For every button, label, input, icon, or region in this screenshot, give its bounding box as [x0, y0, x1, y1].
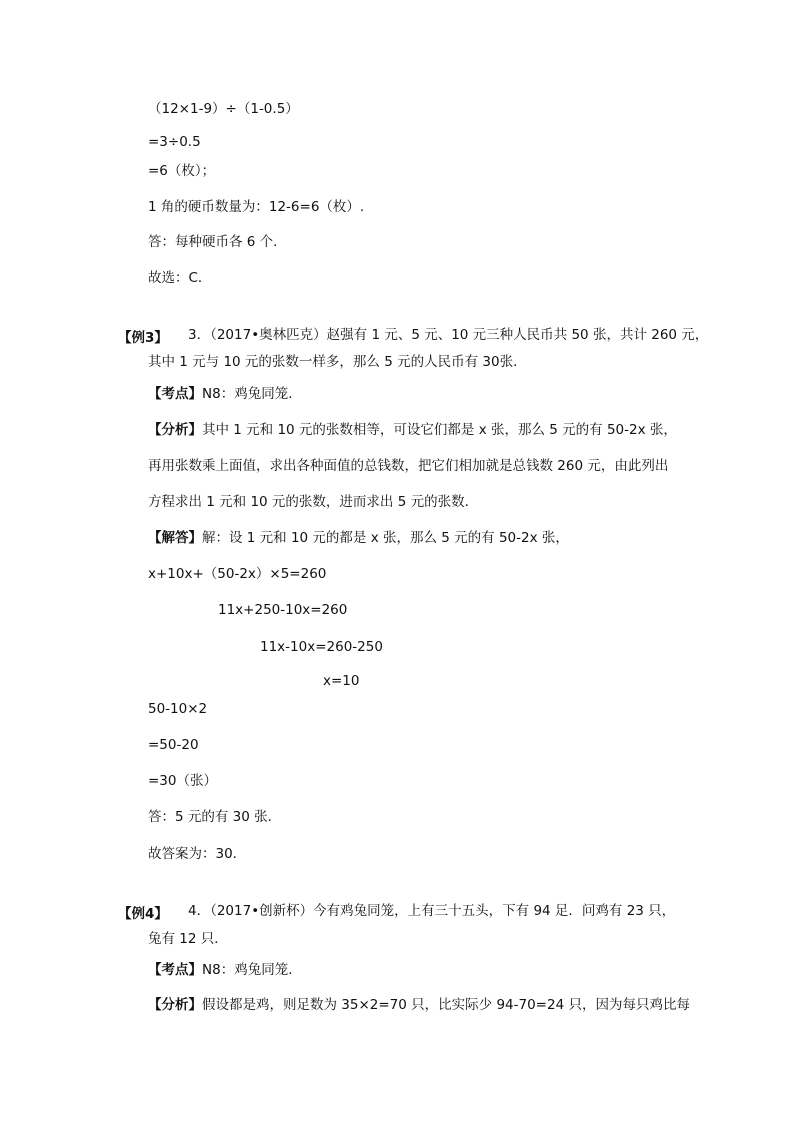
- equation-3: 11x-10x=260-250: [260, 639, 383, 655]
- example3-label: 【例3】: [118, 330, 168, 346]
- example4-kaodian: [148, 961, 302, 979]
- fenxi-text: 其中 1 元和 10 元的张数相等，可设它们都是 x 张，那么 5 元的有 50-2x 张，: [202, 422, 677, 438]
- prev-solution-line-3: =6（枚）；: [148, 163, 216, 179]
- prev-solution-line-2: =3÷0.5: [148, 134, 201, 150]
- equation-2: 11x+250-10x=260: [218, 602, 348, 618]
- example3-question-line1: 3．（2017•奥林匹克）赵强有 1 元、5 元、10 元三种人民币共 50 张，共计 260 元，: [188, 327, 709, 343]
- example3-answer: 答：5 元的有 30 张．: [148, 809, 282, 825]
- prev-solution-line-1: （12×1-9）÷（1-0.5）: [148, 101, 299, 117]
- example4-label: 【例4】: [118, 906, 168, 922]
- example3-question-line2: 其中 1 元与 10 元的张数一样多，那么 5 元的人民币有 30张．: [148, 354, 527, 370]
- example3-fenxi-line3: 方程求出 1 元和 10 元的张数，进而求出 5 元的张数．: [148, 494, 479, 510]
- calc-line-1: 50-10×2: [148, 701, 208, 717]
- equation-4: x=10: [323, 673, 360, 689]
- calc-line-2: =50-20: [148, 737, 199, 753]
- kaodian-tag: 【考点】: [148, 386, 202, 402]
- fenxi-text: 假设都是鸡，则足数为 35×2=70 只，比实际少 94-70=24 只，因为每只鸡比每: [202, 997, 690, 1013]
- example4-question-line1: 4．（2017•创新杯）今有鸡兔同笼，上有三十五头，下有 94 足．问鸡有 23 只，: [188, 903, 676, 919]
- prev-solution-answer: 答：每种硬币各 6 个．: [148, 234, 287, 250]
- example3-kaodian: [148, 385, 302, 403]
- prev-solution-choice: 故选：C．: [148, 270, 212, 286]
- example3-jieda: [148, 529, 569, 547]
- example3-final: 故答案为：30．: [148, 846, 247, 862]
- kaodian-text: N8：鸡兔同笼．: [202, 386, 302, 402]
- example4-fenxi-line1: [148, 996, 690, 1014]
- kaodian-tag: 【考点】: [148, 962, 202, 978]
- fenxi-tag: 【分析】: [148, 422, 202, 438]
- jieda-tag: 【解答】: [148, 530, 202, 546]
- equation-1: x+10x+（50-2x）×5=260: [148, 566, 327, 582]
- example4-question-line2: 兔有 12 只．: [148, 931, 228, 947]
- calc-line-3: =30（张）: [148, 773, 217, 789]
- kaodian-text: N8：鸡兔同笼．: [202, 962, 302, 978]
- jieda-text: 解：设 1 元和 10 元的都是 x 张，那么 5 元的有 50-2x 张，: [202, 530, 569, 546]
- example3-fenxi-line1: [148, 421, 677, 439]
- example3-fenxi-line2: 再用张数乘上面值，求出各种面值的总钱数，把它们相加就是总钱数 260 元，由此列出: [148, 458, 669, 474]
- prev-solution-line-4: 1 角的硬币数量为：12-6=6（枚）.: [148, 199, 365, 215]
- fenxi-tag: 【分析】: [148, 997, 202, 1013]
